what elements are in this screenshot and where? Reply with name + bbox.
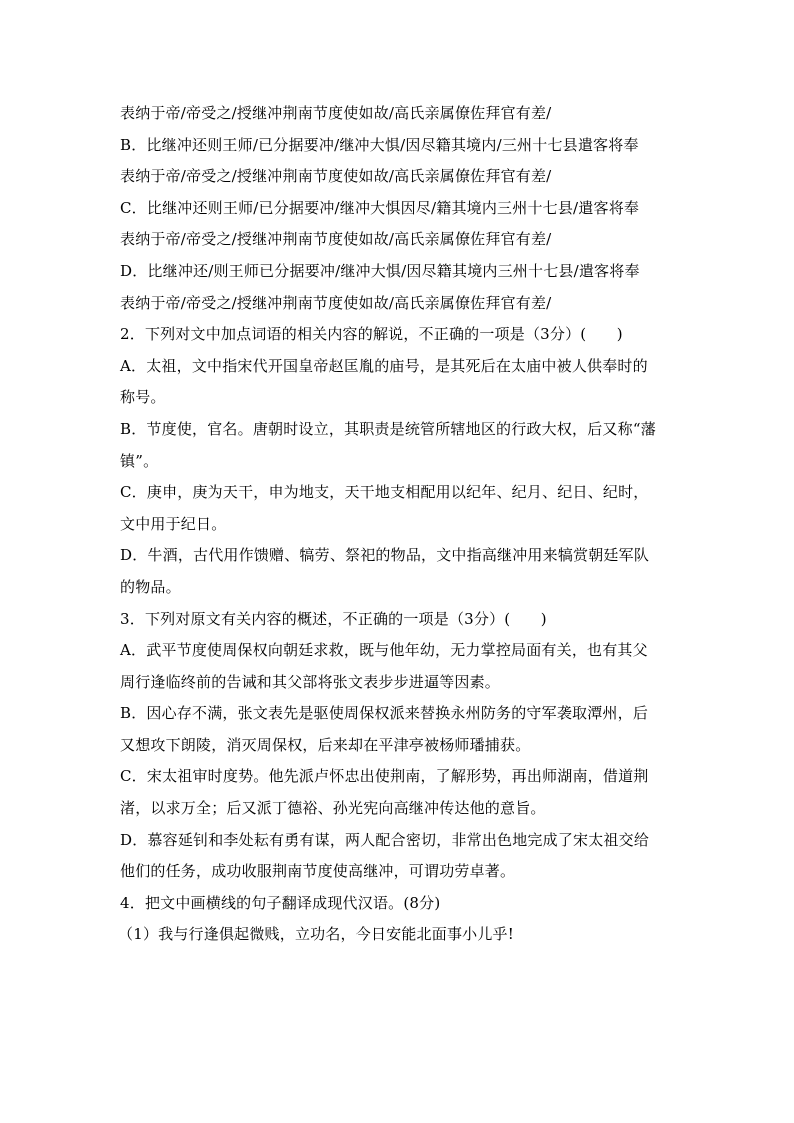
question-3-option-d: D．慕容延钊和李处耘有勇有谋，两人配合密切，非常出色地完成了宋太祖交给 — [120, 830, 650, 849]
question-3-option-a: A．武平节度使周保权向朝廷求救，既与他年幼，无力掌控局面有关，也有其父 — [120, 641, 648, 660]
text-line: 周行逢临终前的告诫和其父部将张文表步步进逼等因素。 — [120, 672, 501, 691]
question-3-option-b: B．因心存不满，张文表先是驱使周保权派来替换永州防务的守军袭取潭州，后 — [120, 704, 649, 723]
question-2-stem: 2．下列对文中加点词语的相关内容的解说，不正确的一项是（3分）( ) — [120, 325, 623, 344]
option-b-line: B．比继冲还则王师/已分据要冲/继冲大惧/因尽籍其境内/三州十七县遣客将奉 — [120, 135, 639, 154]
text-line: 称号。 — [120, 388, 166, 407]
question-2-option-a: A．太祖，文中指宋代开国皇帝赵匡胤的庙号，是其死后在太庙中被人供奉时的 — [120, 356, 648, 375]
question-4-stem: 4．把文中画横线的句子翻译成现代汉语。(8分) — [120, 893, 441, 912]
text-line: 渚，以求万全；后又派丁德裕、孙光宪向高继冲传达他的意旨。 — [120, 799, 546, 818]
text-line: 的物品。 — [120, 577, 181, 596]
question-3-stem: 3．下列对原文有关内容的概述，不正确的一项是（3分）( ) — [120, 609, 547, 628]
question-2-option-c: C．庚申，庚为天干，申为地支，天干地支相配用以纪年、纪月、纪日、纪时， — [120, 483, 649, 502]
text-line: 文中用于纪日。 — [120, 514, 227, 533]
text-line: 又想攻下朗陵，消灭周保权，后来却在平津亭被杨师璠捕获。 — [120, 735, 531, 754]
question-2-option-b: B．节度使，官名。唐朝时设立，其职责是统管所辖地区的行政大权，后又称“藩 — [120, 419, 656, 438]
document-body — [120, 98, 680, 951]
option-d-line: D．比继冲还/则王师已分据要冲/继冲大惧/因尽籍其境内三州十七县/遣客将奉 — [120, 261, 640, 280]
question-3-option-c: C．宋太祖审时度势。他先派卢怀忠出使荆南，了解形势，再出师湖南，借道荆 — [120, 767, 649, 786]
text-line: 表纳于帝/帝受之/授继冲荆南节度使如故/高氏亲属僚佐拜官有差/ — [120, 230, 552, 249]
text-line: 他们的任务，成功收服荆南节度使高继冲，可谓功劳卓著。 — [120, 862, 516, 881]
option-c-line: C．比继冲还则王师/已分据要冲/继冲大惧因尽/籍其境内三州十七县/遣客将奉 — [120, 198, 640, 217]
question-4-item-1: （1）我与行逢俱起微贱，立功名，今日安能北面事小儿乎! — [118, 925, 514, 944]
text-line: 镇”。 — [120, 451, 159, 470]
text-line: 表纳于帝/帝受之/授继冲荆南节度使如故/高氏亲属僚佐拜官有差/ — [120, 104, 552, 122]
text-line: 表纳于帝/帝受之/授继冲荆南节度使如故/高氏亲属僚佐拜官有差/ — [120, 293, 552, 312]
question-2-option-d: D．牛酒，古代用作馈赠、犒劳、祭祀的物品，文中指高继冲用来犒赏朝廷军队 — [120, 546, 650, 565]
text-line: 表纳于帝/帝受之/授继冲荆南节度使如故/高氏亲属僚佐拜官有差/ — [120, 167, 552, 186]
